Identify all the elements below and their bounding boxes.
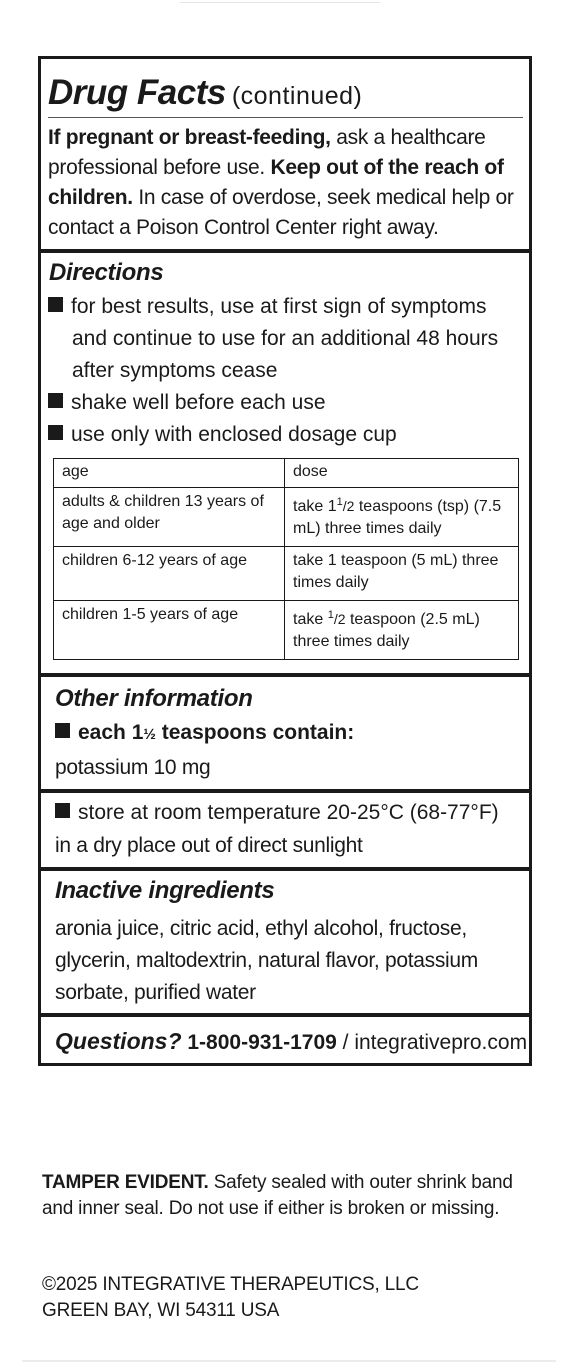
tamper-text: Safety sealed with outer shrink band and inner seal. Do not use if either is broken or missing.: [42, 1172, 513, 1219]
inactive-heading: Inactive ingredients: [55, 877, 275, 904]
divider-other-info: [41, 673, 529, 677]
square-bullet-icon: [48, 393, 63, 408]
inactive-line-2: glycerin, maltodextrin, natural flavor, potassium: [55, 949, 478, 972]
age-cell: children 6-12 years of age: [54, 547, 285, 601]
drug-facts-title: Drug Facts: [48, 73, 226, 112]
header-age: age: [54, 459, 285, 488]
warning-bold-pregnant: If pregnant or breast-feeding,: [48, 126, 331, 149]
direction-bullet-1: for best results, use at first sign of symptoms: [48, 291, 486, 323]
continued-label: (continued): [231, 82, 363, 110]
copyright-line-1: ©2025 INTEGRATIVE THERAPEUTICS, LLC: [42, 1274, 419, 1295]
bottom-divider: [22, 1360, 556, 1362]
square-bullet-icon: [55, 723, 70, 738]
questions-website: / integrativepro.com: [336, 1031, 528, 1054]
divider-inactive: [41, 867, 529, 871]
table-row: [54, 547, 519, 601]
questions-phone: 1-800-931-1709: [187, 1031, 337, 1054]
table-row: [54, 601, 519, 660]
divider-storage: [41, 789, 529, 793]
dose-cell: take $^1$/2 teaspoon (2.5 mL) three times daily: [285, 601, 519, 660]
storage-line-1: store at room temperature 20-25°C (68-77°F): [55, 797, 499, 829]
divider-questions: [41, 1013, 529, 1017]
header-dose: dose: [285, 459, 519, 488]
warning-text-1: ask a healthcare professional before use.: [48, 126, 486, 179]
square-bullet-icon: [48, 425, 63, 440]
storage-line-2: in a dry place out of direct sunlight: [55, 834, 363, 857]
inactive-line-1: aronia juice, citric acid, ethyl alcohol, fructose,: [55, 917, 467, 940]
drug-facts-panel: [38, 56, 532, 1066]
warning-bold-children: Keep out of the reach of children.: [48, 156, 504, 209]
inactive-line-3: sorbate, purified water: [55, 981, 256, 1004]
warning-text-2: In case of overdose, seek medical help or contact a Poison Control Center right away.: [48, 186, 514, 239]
age-cell: adults & children 13 years of age and older: [54, 488, 285, 547]
questions-label: Questions?: [55, 1028, 182, 1054]
table-row: [54, 488, 519, 547]
direction-bullet-1-cont: and continue to use for an additional 48 hours: [72, 327, 499, 350]
other-info-heading: Other information: [55, 685, 253, 712]
dosage-table: [53, 458, 519, 660]
square-bullet-icon: [48, 297, 63, 312]
direction-bullet-1-cont2: after symptoms cease: [72, 359, 278, 382]
dose-cell: take 1 teaspoon (5 mL) three times daily: [285, 547, 519, 601]
potassium-line: potassium 10 mg: [55, 756, 211, 779]
copyright-line-2: GREEN BAY, WI 54311 USA: [42, 1300, 280, 1321]
directions-heading: Directions: [49, 259, 164, 286]
tamper-evident-notice: [42, 1170, 522, 1222]
table-header-row: [54, 459, 519, 488]
contain-line: each 1½ teaspoons contain:: [55, 717, 354, 751]
square-bullet-icon: [55, 803, 70, 818]
direction-bullet-3: use only with enclosed dosage cup: [48, 419, 397, 451]
tamper-bold: TAMPER EVIDENT.: [42, 1172, 209, 1193]
top-divider: [180, 2, 380, 3]
age-cell: children 1-5 years of age: [54, 601, 285, 660]
divider-directions: [41, 249, 529, 253]
drug-facts-title-row: [48, 73, 362, 113]
questions-line: [55, 1025, 527, 1059]
dose-cell: take $1^1/2$ teaspoons (tsp) (7.5 mL) three times daily: [285, 488, 519, 547]
title-rule: [48, 117, 523, 118]
pregnancy-warning: [48, 123, 528, 243]
direction-bullet-2: shake well before each use: [48, 387, 326, 419]
